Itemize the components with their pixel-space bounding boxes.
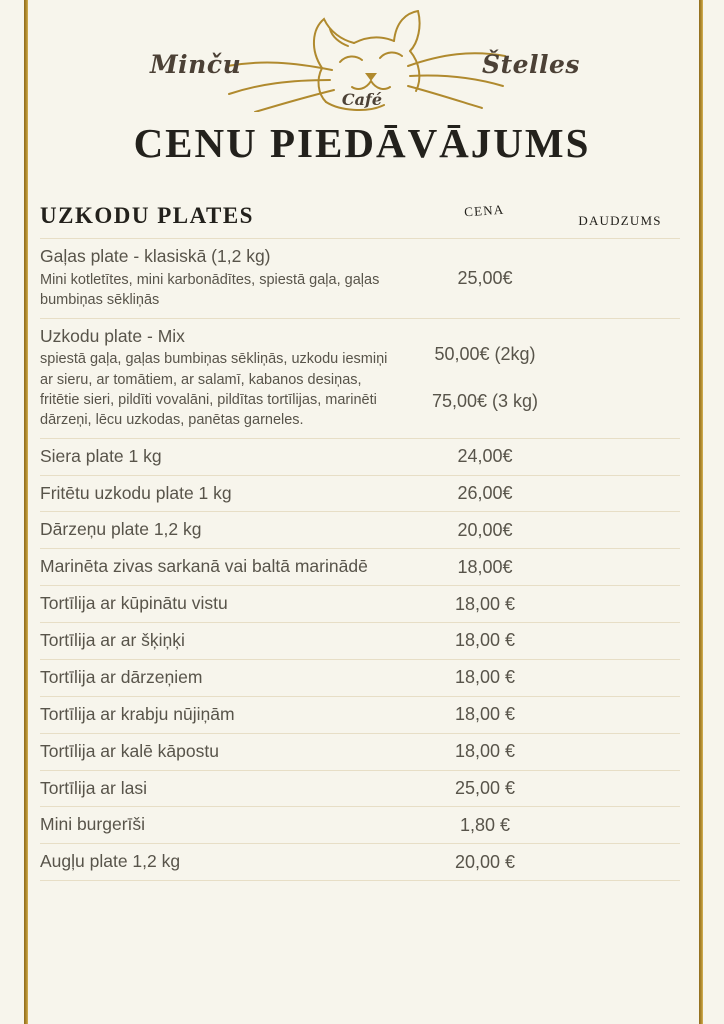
table-header-row — [40, 203, 680, 239]
item-quantity-cell — [560, 630, 680, 652]
table-row — [40, 623, 680, 660]
item-cell — [40, 326, 410, 431]
price-value: 1,80 € — [459, 814, 511, 835]
table-row — [40, 807, 680, 844]
item-price-cell — [410, 593, 560, 615]
item-name: Augļu plate 1,2 kg — [40, 851, 181, 872]
table-row — [40, 439, 680, 476]
item-price-cell — [410, 556, 560, 578]
item-cell — [40, 446, 410, 468]
column-header-quantity: DAUDZUMS — [578, 213, 662, 229]
price-value: 20,00€ — [457, 519, 513, 540]
table-row — [40, 549, 680, 586]
item-name: Siera plate 1 kg — [40, 445, 162, 466]
item-description: spiestā gaļa, gaļas bumbiņas sēkliņās, uzkodu iesmiņi ar sieru, ar tomātiem, ar salamī, kabanos desiņas, fritētie sieri, pildīti vovalāni, pildītas tortīlijas, marinēti dārzeņi, lēcu uzkodas, panētas garneles. — [40, 351, 388, 429]
item-price-cell — [410, 519, 560, 541]
item-name: Tortīlija ar krabju nūjiņām — [40, 703, 235, 724]
brand-subtitle: Café — [341, 90, 383, 109]
price-value: 26,00€ — [457, 482, 513, 503]
item-quantity-cell — [560, 556, 680, 578]
item-name: Marinēta zivas sarkanā vai baltā marinādē — [40, 556, 368, 577]
item-cell — [40, 246, 410, 310]
price-value: 18,00€ — [457, 556, 513, 577]
price-value-2: 75,00€ (3 kg) — [431, 390, 539, 411]
item-description: Mini kotletītes, mini karbonādītes, spiestā gaļa, gaļas bumbiņas sēkliņās — [40, 271, 380, 309]
item-name: Tortīlija ar kūpinātu vistu — [40, 593, 228, 614]
item-quantity-cell — [560, 246, 680, 310]
table-row — [40, 512, 680, 549]
price-value: 18,00 € — [454, 704, 516, 725]
table-row — [40, 844, 680, 881]
item-name: Uzkodu plate - Mix — [40, 325, 185, 346]
item-price-cell — [410, 246, 560, 310]
price-table — [40, 203, 680, 881]
item-cell — [40, 778, 410, 800]
item-cell — [40, 814, 410, 836]
item-price-cell — [410, 814, 560, 836]
table-body — [40, 239, 680, 881]
table-row — [40, 734, 680, 771]
table-row — [40, 239, 680, 318]
item-price-cell — [410, 741, 560, 763]
header — [0, 0, 724, 166]
price-value: 18,00 € — [454, 741, 516, 762]
right-border-line — [699, 0, 703, 1024]
item-name: Gaļas plate - klasiskā (1,2 kg) — [40, 246, 271, 267]
price-value: 18,00 € — [454, 593, 516, 614]
item-price-cell — [410, 483, 560, 505]
item-price-cell — [410, 446, 560, 468]
price-value: 50,00€ (2kg) — [434, 344, 536, 365]
item-cell — [40, 741, 410, 763]
item-cell — [40, 851, 410, 873]
item-cell — [40, 519, 410, 541]
item-quantity-cell — [560, 326, 680, 431]
item-quantity-cell — [560, 778, 680, 800]
item-quantity-cell — [560, 446, 680, 468]
item-price-cell — [410, 326, 560, 431]
brand-logo — [142, 10, 582, 112]
item-cell — [40, 630, 410, 652]
item-quantity-cell — [560, 593, 680, 615]
item-price-cell — [410, 630, 560, 652]
item-name: Tortīlija ar ar šķiņķi — [40, 630, 185, 650]
price-value: 18,00 € — [454, 667, 516, 688]
left-border-line — [24, 0, 28, 1024]
item-name: Fritētu uzkodu plate 1 kg — [40, 482, 232, 503]
item-price-cell — [410, 778, 560, 800]
column-header-price: CENA — [463, 201, 505, 220]
item-quantity-cell — [560, 704, 680, 726]
item-name: Tortīlija ar lasi — [40, 777, 147, 798]
section-title: UZKODU PLATES — [40, 203, 254, 229]
item-price-cell — [410, 851, 560, 873]
price-value: 18,00 € — [454, 630, 516, 651]
item-cell — [40, 667, 410, 689]
item-name: Dārzeņu plate 1,2 kg — [40, 519, 202, 540]
item-price-cell — [410, 667, 560, 689]
item-quantity-cell — [560, 667, 680, 689]
table-row — [40, 660, 680, 697]
item-cell — [40, 556, 410, 578]
item-cell — [40, 593, 410, 615]
item-quantity-cell — [560, 483, 680, 505]
item-quantity-cell — [560, 851, 680, 873]
brand-name-left: Minču — [150, 50, 242, 79]
table-row — [40, 586, 680, 623]
item-cell — [40, 704, 410, 726]
price-value: 25,00€ — [457, 267, 513, 288]
page-title: CENU PIEDĀVĀJUMS — [133, 120, 591, 166]
table-row — [40, 771, 680, 808]
item-quantity-cell — [560, 741, 680, 763]
price-value: 25,00 € — [454, 777, 516, 798]
item-quantity-cell — [560, 519, 680, 541]
item-name: Tortīlija ar kalē kāpostu — [40, 740, 219, 761]
price-value: 20,00 € — [454, 851, 516, 872]
item-quantity-cell — [560, 814, 680, 836]
brand-name-right: Štelles — [482, 50, 580, 79]
item-name: Tortīlija ar dārzeņiem — [40, 666, 203, 687]
item-price-cell — [410, 704, 560, 726]
item-cell — [40, 483, 410, 505]
table-row — [40, 319, 680, 439]
price-value: 24,00€ — [457, 446, 513, 467]
item-name: Mini burgerīši — [40, 814, 146, 835]
table-row — [40, 476, 680, 513]
table-row — [40, 697, 680, 734]
